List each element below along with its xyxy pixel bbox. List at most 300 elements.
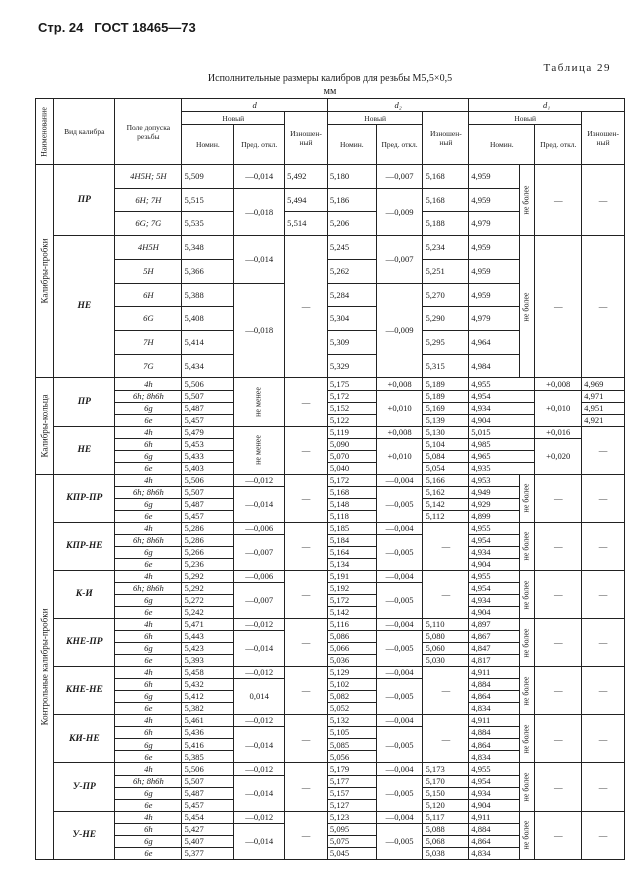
d1-dev: — xyxy=(535,522,582,570)
d2-nom: 5,122 xyxy=(327,414,376,426)
d-nom: 5,416 xyxy=(182,739,234,751)
d2-worn: — xyxy=(423,715,469,763)
d1-nom: 4,904 xyxy=(469,607,520,619)
tolerance-field: 6g xyxy=(115,498,182,510)
d1-nom: 4,929 xyxy=(469,498,520,510)
d1-worn: — xyxy=(582,165,625,236)
col-name-header: Наименование xyxy=(36,99,54,165)
tolerance-field: 6h xyxy=(115,823,182,835)
d1-nom: 4,979 xyxy=(469,212,520,236)
d-dev: —0,014 xyxy=(234,823,285,859)
d1-worn: — xyxy=(582,811,625,859)
d1-nom-header: Номин. xyxy=(469,125,535,165)
d2-nom: 5,262 xyxy=(327,259,376,283)
d1-dev: — xyxy=(535,570,582,618)
gauge-kind: НЕ xyxy=(54,426,115,474)
d-dev: —0,006 xyxy=(234,522,285,534)
d1-worn: 4,951 xyxy=(582,402,625,414)
d1-dev: +0,020 xyxy=(535,438,582,474)
d2-worn: 5,189 xyxy=(423,390,469,402)
d2-worn: 5,030 xyxy=(423,655,469,667)
d-nom: 5,506 xyxy=(182,763,234,775)
d1-worn: — xyxy=(582,619,625,667)
tolerance-field: 6e xyxy=(115,607,182,619)
d-nom: 5,461 xyxy=(182,715,234,727)
tolerance-field: 6g xyxy=(115,595,182,607)
d1-limit-note xyxy=(520,667,535,715)
d-limit-note-text: не менее xyxy=(253,387,263,417)
d2-dev: —0,005 xyxy=(376,631,423,667)
d2-nom: 5,157 xyxy=(327,787,376,799)
d1-nom: 4,984 xyxy=(469,354,520,378)
tolerance-field: 4h xyxy=(115,619,182,631)
tolerance-field: 5H xyxy=(115,259,182,283)
d-limit-note-text: не менее xyxy=(253,435,263,466)
d-nom: 5,507 xyxy=(182,390,234,402)
gauge-table xyxy=(35,98,625,860)
gauge-kind: КИ-НЕ xyxy=(54,715,115,763)
d2-worn: 5,168 xyxy=(423,165,469,189)
d-new-header: Новый xyxy=(182,112,285,125)
d1-dev: — xyxy=(535,619,582,667)
d-dev: 0,014 xyxy=(234,679,285,715)
table-row xyxy=(36,390,625,402)
d-nom: 5,408 xyxy=(182,307,234,331)
d-nom: 5,382 xyxy=(182,703,234,715)
gauge-kind: НЕ xyxy=(54,236,115,378)
d1-nom: 4,864 xyxy=(469,691,520,703)
d2-nom: 5,116 xyxy=(327,619,376,631)
d2-nom: 5,095 xyxy=(327,823,376,835)
d-nom: 5,236 xyxy=(182,558,234,570)
tolerance-field: 6H xyxy=(115,283,182,307)
d1-worn: — xyxy=(582,426,625,474)
tolerance-field: 4h xyxy=(115,378,182,390)
d-dev: —0,014 xyxy=(234,727,285,763)
d2-nom: 5,309 xyxy=(327,331,376,355)
d2-dev: —0,009 xyxy=(376,283,423,378)
d1-nom: 4,959 xyxy=(469,165,520,189)
d2-nom: 5,036 xyxy=(327,655,376,667)
d2-worn: 5,150 xyxy=(423,787,469,799)
d1-nom: 4,834 xyxy=(469,751,520,763)
tolerance-field: 6h; 8h6h xyxy=(115,534,182,546)
d-nom: 5,443 xyxy=(182,631,234,643)
col-field-header: Поле допуска резьбы xyxy=(115,99,182,165)
d-nom: 5,427 xyxy=(182,823,234,835)
d2-worn: 5,112 xyxy=(423,510,469,522)
d1-limit-note xyxy=(520,811,535,859)
table-row xyxy=(36,667,625,679)
table-label: Таблица 29 xyxy=(543,62,611,74)
d1-worn: 4,921 xyxy=(582,414,625,426)
group-ring-label xyxy=(36,378,54,474)
tolerance-field: 6e xyxy=(115,558,182,570)
tolerance-field: 6g xyxy=(115,691,182,703)
d-worn: 5,492 xyxy=(285,165,328,189)
d2-dev: —0,004 xyxy=(376,474,423,486)
d1-nom: 4,904 xyxy=(469,799,520,811)
d2-nom: 5,123 xyxy=(327,811,376,823)
d2-dev: —0,004 xyxy=(376,763,423,775)
d-dev: —0,014 xyxy=(234,236,285,283)
d1-nom: 4,911 xyxy=(469,715,520,727)
tolerance-field: 4h xyxy=(115,811,182,823)
d1-dev-header: Пред. откл. xyxy=(535,125,582,165)
d2-worn: 5,120 xyxy=(423,799,469,811)
d2-worn: 5,060 xyxy=(423,643,469,655)
d2-nom: 5,085 xyxy=(327,739,376,751)
d1-nom: 4,965 xyxy=(469,450,535,462)
d-worn: — xyxy=(285,715,328,763)
d-dev: —0,014 xyxy=(234,486,285,522)
d1-nom: 4,904 xyxy=(469,558,520,570)
table-caption xyxy=(100,72,560,98)
d2-dev: —0,007 xyxy=(376,236,423,283)
d2-nom: 5,172 xyxy=(327,474,376,486)
d1-nom: 4,979 xyxy=(469,307,520,331)
d1-limit-note xyxy=(520,522,535,570)
d1-limit-note xyxy=(520,619,535,667)
d2-nom: 5,045 xyxy=(327,847,376,859)
standard-number: ГОСТ 18465—73 xyxy=(94,20,196,35)
d-dev: —0,014 xyxy=(234,775,285,811)
d1-nom: 4,911 xyxy=(469,667,520,679)
d2-nom: 5,164 xyxy=(327,546,376,558)
tolerance-field: 4h xyxy=(115,570,182,582)
d1-nom: 5,015 xyxy=(469,426,535,438)
d1-nom: 4,955 xyxy=(469,378,535,390)
d1-nom: 4,864 xyxy=(469,835,520,847)
table-row xyxy=(36,522,625,534)
tolerance-field: 6e xyxy=(115,510,182,522)
tolerance-field: 6g xyxy=(115,739,182,751)
d2-nom: 5,184 xyxy=(327,534,376,546)
d1-nom: 4,959 xyxy=(469,236,520,260)
d1-worn-header: Изношен- ный xyxy=(582,112,625,165)
d1-limit-note xyxy=(520,236,535,378)
d1-nom: 4,934 xyxy=(469,595,520,607)
d1-limit-note xyxy=(520,570,535,618)
col-d2-header: d₂ xyxy=(327,99,468,112)
tolerance-field: 6e xyxy=(115,655,182,667)
tolerance-field: 4h xyxy=(115,763,182,775)
d-nom: 5,242 xyxy=(182,607,234,619)
d1-dev: +0,008 xyxy=(535,378,582,390)
d2-worn-header: Изношен- ный xyxy=(423,112,469,165)
d2-nom: 5,284 xyxy=(327,283,376,307)
d1-nom: 4,953 xyxy=(469,474,520,486)
gauge-kind: У-НЕ xyxy=(54,811,115,859)
d-nom: 5,266 xyxy=(182,546,234,558)
d-nom: 5,471 xyxy=(182,619,234,631)
tolerance-field: 4H5H; 5H xyxy=(115,165,182,189)
d1-limit-note-text: не более xyxy=(521,676,531,706)
d2-nom: 5,075 xyxy=(327,835,376,847)
d1-nom: 4,955 xyxy=(469,570,520,582)
d-nom: 5,506 xyxy=(182,378,234,390)
d1-dev: — xyxy=(535,165,582,236)
d2-worn: 5,166 xyxy=(423,474,469,486)
d2-dev: —0,004 xyxy=(376,811,423,823)
d2-dev-header: Пред. откл. xyxy=(376,125,423,165)
d-worn: — xyxy=(285,763,328,811)
d-worn: 5,514 xyxy=(285,212,328,236)
d2-dev: —0,009 xyxy=(376,188,423,235)
d1-nom: 4,935 xyxy=(469,462,535,474)
tolerance-field: 6h; 8h6h xyxy=(115,583,182,595)
group-control-label-text: Контрольные калибры-пробки xyxy=(39,608,50,726)
d1-worn: — xyxy=(582,667,625,715)
d1-nom: 4,959 xyxy=(469,283,520,307)
d2-nom: 5,180 xyxy=(327,165,376,189)
d1-nom: 4,954 xyxy=(469,775,520,787)
d-nom: 5,487 xyxy=(182,498,234,510)
page-number: Стр. 24 xyxy=(38,20,84,35)
tolerance-field: 6g xyxy=(115,835,182,847)
d-worn: — xyxy=(285,236,328,378)
tolerance-field: 6e xyxy=(115,799,182,811)
table-row xyxy=(36,763,625,775)
d1-nom: 4,911 xyxy=(469,811,520,823)
d2-worn: 5,251 xyxy=(423,259,469,283)
d2-nom: 5,148 xyxy=(327,498,376,510)
d1-worn: — xyxy=(582,522,625,570)
d-nom: 5,348 xyxy=(182,236,234,260)
d2-worn: 5,168 xyxy=(423,188,469,212)
d2-nom: 5,040 xyxy=(327,462,376,474)
tolerance-field: 7H xyxy=(115,331,182,355)
gauge-kind: КПР-ПР xyxy=(54,474,115,522)
tolerance-field: 6H; 7H xyxy=(115,188,182,212)
d-dev: —0,012 xyxy=(234,619,285,631)
d1-nom: 4,884 xyxy=(469,679,520,691)
d1-nom: 4,949 xyxy=(469,486,520,498)
gauge-kind: К-И xyxy=(54,570,115,618)
d2-worn: — xyxy=(423,522,469,570)
d1-dev: — xyxy=(535,715,582,763)
d2-worn: 5,162 xyxy=(423,486,469,498)
d-nom: 5,414 xyxy=(182,331,234,355)
d-nom: 5,385 xyxy=(182,751,234,763)
tolerance-field: 4h xyxy=(115,667,182,679)
tolerance-field: 6e xyxy=(115,751,182,763)
d-nom: 5,292 xyxy=(182,570,234,582)
d2-nom: 5,172 xyxy=(327,595,376,607)
d-worn: — xyxy=(285,811,328,859)
gauge-kind: ПР xyxy=(54,165,115,236)
d1-nom: 4,884 xyxy=(469,823,520,835)
d2-nom: 5,186 xyxy=(327,188,376,212)
d-nom: 5,407 xyxy=(182,835,234,847)
d1-nom: 4,934 xyxy=(469,546,520,558)
d-dev: —0,012 xyxy=(234,667,285,679)
d1-nom: 4,964 xyxy=(469,331,520,355)
group-ring-label-text: Калибры-кольца xyxy=(39,394,50,458)
d1-nom: 4,934 xyxy=(469,787,520,799)
table-row xyxy=(36,378,625,390)
tolerance-field: 6h xyxy=(115,727,182,739)
d-nom: 5,506 xyxy=(182,474,234,486)
tolerance-field: 6g xyxy=(115,787,182,799)
tolerance-field: 4h xyxy=(115,426,182,438)
d-nom: 5,388 xyxy=(182,283,234,307)
d2-worn: 5,080 xyxy=(423,631,469,643)
d2-worn: 5,104 xyxy=(423,438,469,450)
d2-worn: 5,110 xyxy=(423,619,469,631)
tolerance-field: 6g xyxy=(115,450,182,462)
d1-dev: +0,016 xyxy=(535,426,582,438)
d2-worn: 5,142 xyxy=(423,498,469,510)
d1-nom: 4,817 xyxy=(469,655,520,667)
d2-nom: 5,152 xyxy=(327,402,376,414)
d1-nom: 4,954 xyxy=(469,534,520,546)
table-container xyxy=(35,98,625,860)
d2-nom: 5,142 xyxy=(327,607,376,619)
d1-nom: 4,834 xyxy=(469,703,520,715)
d2-dev: —0,007 xyxy=(376,165,423,189)
d-worn: — xyxy=(285,570,328,618)
d2-dev: —0,005 xyxy=(376,775,423,811)
d2-worn: — xyxy=(423,570,469,618)
tolerance-field: 6e xyxy=(115,703,182,715)
d-dev: —0,014 xyxy=(234,631,285,667)
d2-dev: —0,004 xyxy=(376,667,423,679)
d-dev: —0,012 xyxy=(234,715,285,727)
d2-nom: 5,191 xyxy=(327,570,376,582)
tolerance-field: 6G; 7G xyxy=(115,212,182,236)
d-limit-note xyxy=(234,378,285,426)
d-nom: 5,487 xyxy=(182,787,234,799)
d1-nom: 4,834 xyxy=(469,847,520,859)
d2-new-header: Новый xyxy=(327,112,423,125)
d-nom: 5,507 xyxy=(182,775,234,787)
d2-nom: 5,066 xyxy=(327,643,376,655)
d2-nom: 5,056 xyxy=(327,751,376,763)
d1-nom: 4,955 xyxy=(469,763,520,775)
d2-worn: 5,130 xyxy=(423,426,469,438)
d-worn: 5,494 xyxy=(285,188,328,212)
d2-dev: —0,005 xyxy=(376,823,423,859)
d-nom: 5,479 xyxy=(182,426,234,438)
d-nom: 5,286 xyxy=(182,522,234,534)
d2-worn: 5,088 xyxy=(423,823,469,835)
tolerance-field: 6h; 8h6h xyxy=(115,486,182,498)
d-dev: —0,014 xyxy=(234,165,285,189)
tolerance-field: 4h xyxy=(115,715,182,727)
tolerance-field: 6g xyxy=(115,643,182,655)
d1-nom: 4,899 xyxy=(469,510,520,522)
d-dev: —0,018 xyxy=(234,283,285,378)
tolerance-field: 6h xyxy=(115,438,182,450)
col-d1-header: d₁ xyxy=(469,99,625,112)
d1-nom: 4,955 xyxy=(469,522,520,534)
d-nom: 5,423 xyxy=(182,643,234,655)
d-nom: 5,515 xyxy=(182,188,234,212)
d1-nom: 4,864 xyxy=(469,739,520,751)
d1-nom: 4,959 xyxy=(469,259,520,283)
d-nom: 5,453 xyxy=(182,438,234,450)
d2-nom: 5,086 xyxy=(327,631,376,643)
d2-nom: 5,172 xyxy=(327,390,376,402)
d2-worn: 5,068 xyxy=(423,835,469,847)
d2-nom: 5,102 xyxy=(327,679,376,691)
d-nom: 5,457 xyxy=(182,510,234,522)
d1-nom: 4,897 xyxy=(469,619,520,631)
d-dev-header: Пред. откл. xyxy=(234,125,285,165)
gauge-kind: КНЕ-ПР xyxy=(54,619,115,667)
d2-nom: 5,185 xyxy=(327,522,376,534)
d-nom: 5,507 xyxy=(182,486,234,498)
d-nom: 5,457 xyxy=(182,414,234,426)
tolerance-field: 6G xyxy=(115,307,182,331)
d1-limit-note xyxy=(520,474,535,522)
d2-dev: +0,008 xyxy=(376,426,423,438)
page-header xyxy=(38,20,196,35)
tolerance-field: 4h xyxy=(115,522,182,534)
d2-worn: 5,189 xyxy=(423,378,469,390)
d2-dev: —0,005 xyxy=(376,583,423,619)
d2-worn: 5,188 xyxy=(423,212,469,236)
d-nom: 5,432 xyxy=(182,679,234,691)
d2-dev: +0,008 xyxy=(376,378,423,390)
d2-nom: 5,052 xyxy=(327,703,376,715)
d-nom: 5,509 xyxy=(182,165,234,189)
d2-nom: 5,206 xyxy=(327,212,376,236)
d1-limit-note xyxy=(520,165,535,236)
gauge-kind: КНЕ-НЕ xyxy=(54,667,115,715)
d1-limit-note-text: не более xyxy=(521,628,531,658)
col-type-header: Вид калибра xyxy=(54,99,115,165)
d2-nom: 5,179 xyxy=(327,763,376,775)
d2-nom: 5,090 xyxy=(327,438,376,450)
tolerance-field: 6h; 8h6h xyxy=(115,775,182,787)
d1-nom: 4,954 xyxy=(469,390,535,402)
d1-worn: 4,971 xyxy=(582,390,625,402)
d1-nom: 4,985 xyxy=(469,438,535,450)
d1-dev: — xyxy=(535,763,582,811)
d-nom-header: Номин. xyxy=(182,125,234,165)
tolerance-field: 6h; 8h6h xyxy=(115,390,182,402)
d2-nom: 5,329 xyxy=(327,354,376,378)
d-worn: — xyxy=(285,619,328,667)
caption-title: Исполнительные размеры калибров для резьбы М5,5×0,5 xyxy=(207,73,453,84)
d2-nom: 5,105 xyxy=(327,727,376,739)
d2-worn: 5,054 xyxy=(423,462,469,474)
d-nom: 5,436 xyxy=(182,727,234,739)
d2-worn: 5,173 xyxy=(423,763,469,775)
d-nom: 5,412 xyxy=(182,691,234,703)
d-limit-note xyxy=(234,426,285,474)
d2-worn: 5,038 xyxy=(423,847,469,859)
d2-dev: —0,005 xyxy=(376,486,423,522)
d2-nom: 5,134 xyxy=(327,558,376,570)
d2-dev: —0,004 xyxy=(376,522,423,534)
d2-dev: —0,004 xyxy=(376,715,423,727)
group-plug-label xyxy=(36,165,54,378)
d2-nom: 5,129 xyxy=(327,667,376,679)
d2-nom: 5,082 xyxy=(327,691,376,703)
table-row xyxy=(36,165,625,189)
d1-limit-note-text: не более xyxy=(521,772,531,802)
d-dev: —0,012 xyxy=(234,474,285,486)
d1-nom: 4,904 xyxy=(469,414,535,426)
table-row xyxy=(36,715,625,727)
tolerance-field: 6e xyxy=(115,414,182,426)
d1-worn: — xyxy=(582,474,625,522)
d-worn: — xyxy=(285,667,328,715)
d-dev: —0,018 xyxy=(234,188,285,235)
